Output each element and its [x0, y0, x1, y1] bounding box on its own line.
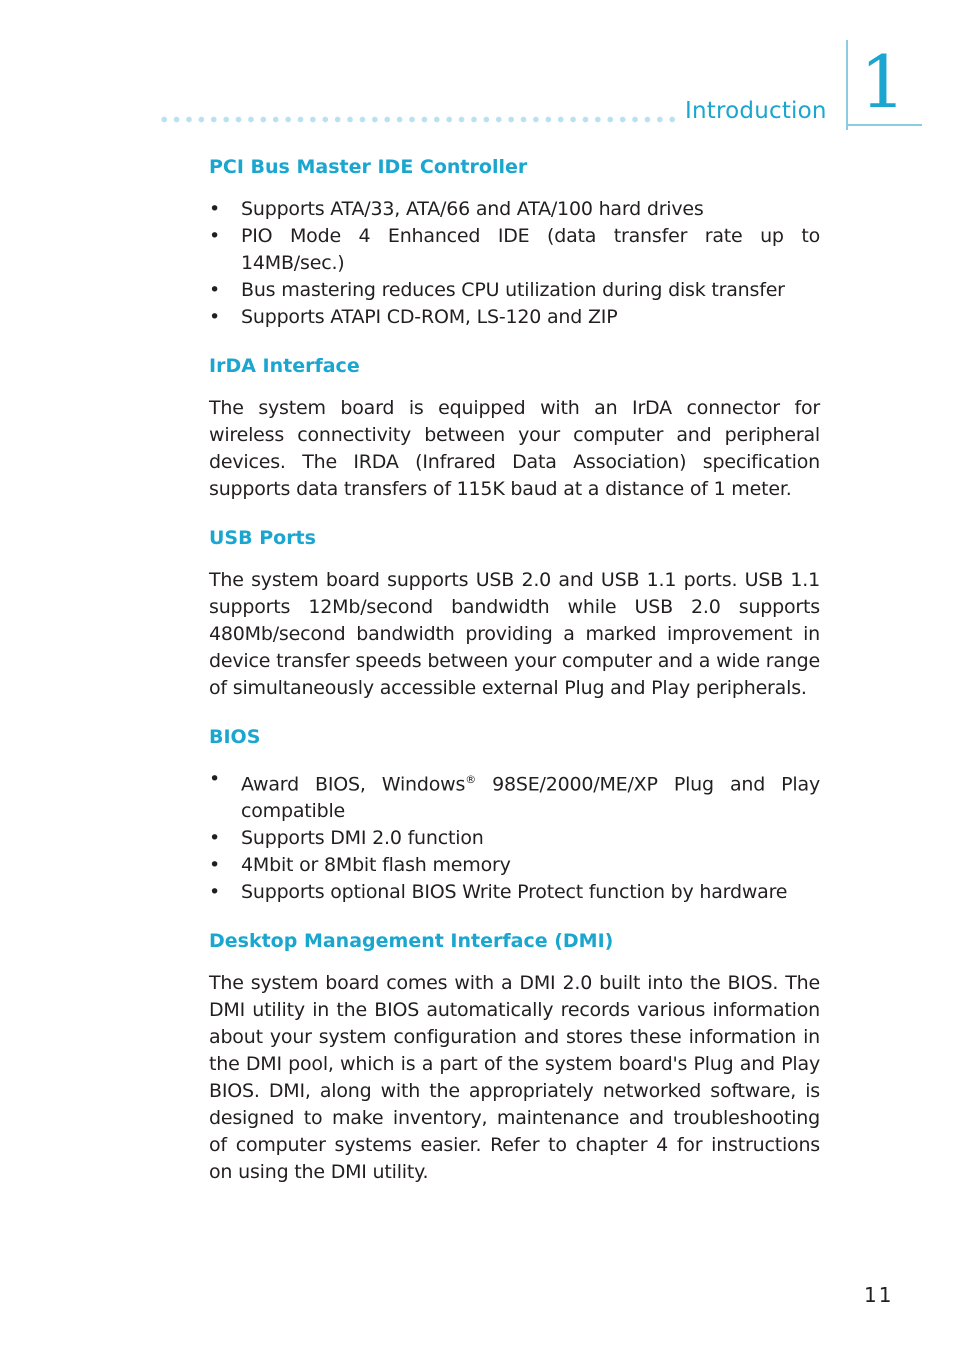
section-title-irda: IrDA Interface [209, 355, 360, 377]
page-number: 11 [864, 1283, 894, 1307]
registered-mark: ® [465, 773, 477, 786]
section-title-bios: BIOS [209, 726, 261, 748]
chapter-tab [846, 40, 922, 132]
list-item: • Supports ATAPI CD-ROM, LS-120 and ZIP [209, 304, 820, 331]
usb-paragraph: The system board supports USB 2.0 and USB 1.1 ports. USB 1.1 supports 12Mb/second bandwidth while USB 2.0 supports 480Mb/second bandwidth providing a marked improvement in device transfer speeds between your computer and a wide range of simultaneously accessible external Plug and Play peripherals. [209, 569, 820, 699]
header-dots [158, 115, 676, 124]
dmi-paragraph: The system board comes with a DMI 2.0 built into the BIOS. The DMI utility in the BIOS automatically records various information about your system configuration and stores these information in the DMI pool, which is a part of the system board's Plug and Play BIOS. DMI, along with the appropriately networked software, is designed to make inventory, maintenance and troubleshooting of computer systems easier. Refer to chapter 4 for instructions on using the DMI utility. [209, 972, 820, 1184]
list-item: • PIO Mode 4 Enhanced IDE (data transfer rate up to 14MB/sec.) [209, 225, 820, 274]
irda-paragraph: The system board is equipped with an IrDA connector for wireless connectivity between your computer and peripheral devices. The IRDA (Infrared Data Association) specification supports data transfers of 115K baud at a distance of 1 meter. [209, 397, 820, 500]
list-item: • Supports optional BIOS Write Protect function by hardware [209, 879, 820, 906]
bullet-icon: • [209, 279, 221, 301]
bullet-icon: • [209, 198, 221, 220]
bullet-icon: • [209, 827, 221, 850]
header-title: Introduction [685, 98, 827, 124]
chapter-tab-horizontal-rule [846, 124, 922, 126]
bullet-icon: • [209, 881, 221, 904]
page-content [209, 152, 820, 1206]
pci-ide-bullet-list [209, 196, 820, 331]
section-title-usb: USB Ports [209, 527, 316, 549]
bullet-icon: • [209, 768, 221, 790]
list-item: • 4Mbit or 8Mbit flash memory [209, 852, 820, 879]
list-item: • Supports ATA/33, ATA/66 and ATA/100 hard drives [209, 196, 820, 223]
section-title-dmi: Desktop Management Interface (DMI) [209, 930, 614, 953]
chapter-number: 1 [860, 40, 906, 124]
bullet-icon: • [209, 306, 221, 328]
bios-bullet-list [209, 766, 820, 906]
list-item: • Bus mastering reduces CPU utilization during disk transfer [209, 277, 820, 304]
bullet-icon: • [209, 225, 221, 247]
section-title-pci-ide: PCI Bus Master IDE Controller [209, 156, 528, 178]
chapter-tab-vertical-rule [846, 40, 848, 130]
bullet-icon: • [209, 854, 221, 877]
list-item: • Award BIOS, Windows® 98SE/2000/ME/XP Plug and Play compatible [209, 768, 820, 823]
list-item: • Supports DMI 2.0 function [209, 825, 820, 852]
